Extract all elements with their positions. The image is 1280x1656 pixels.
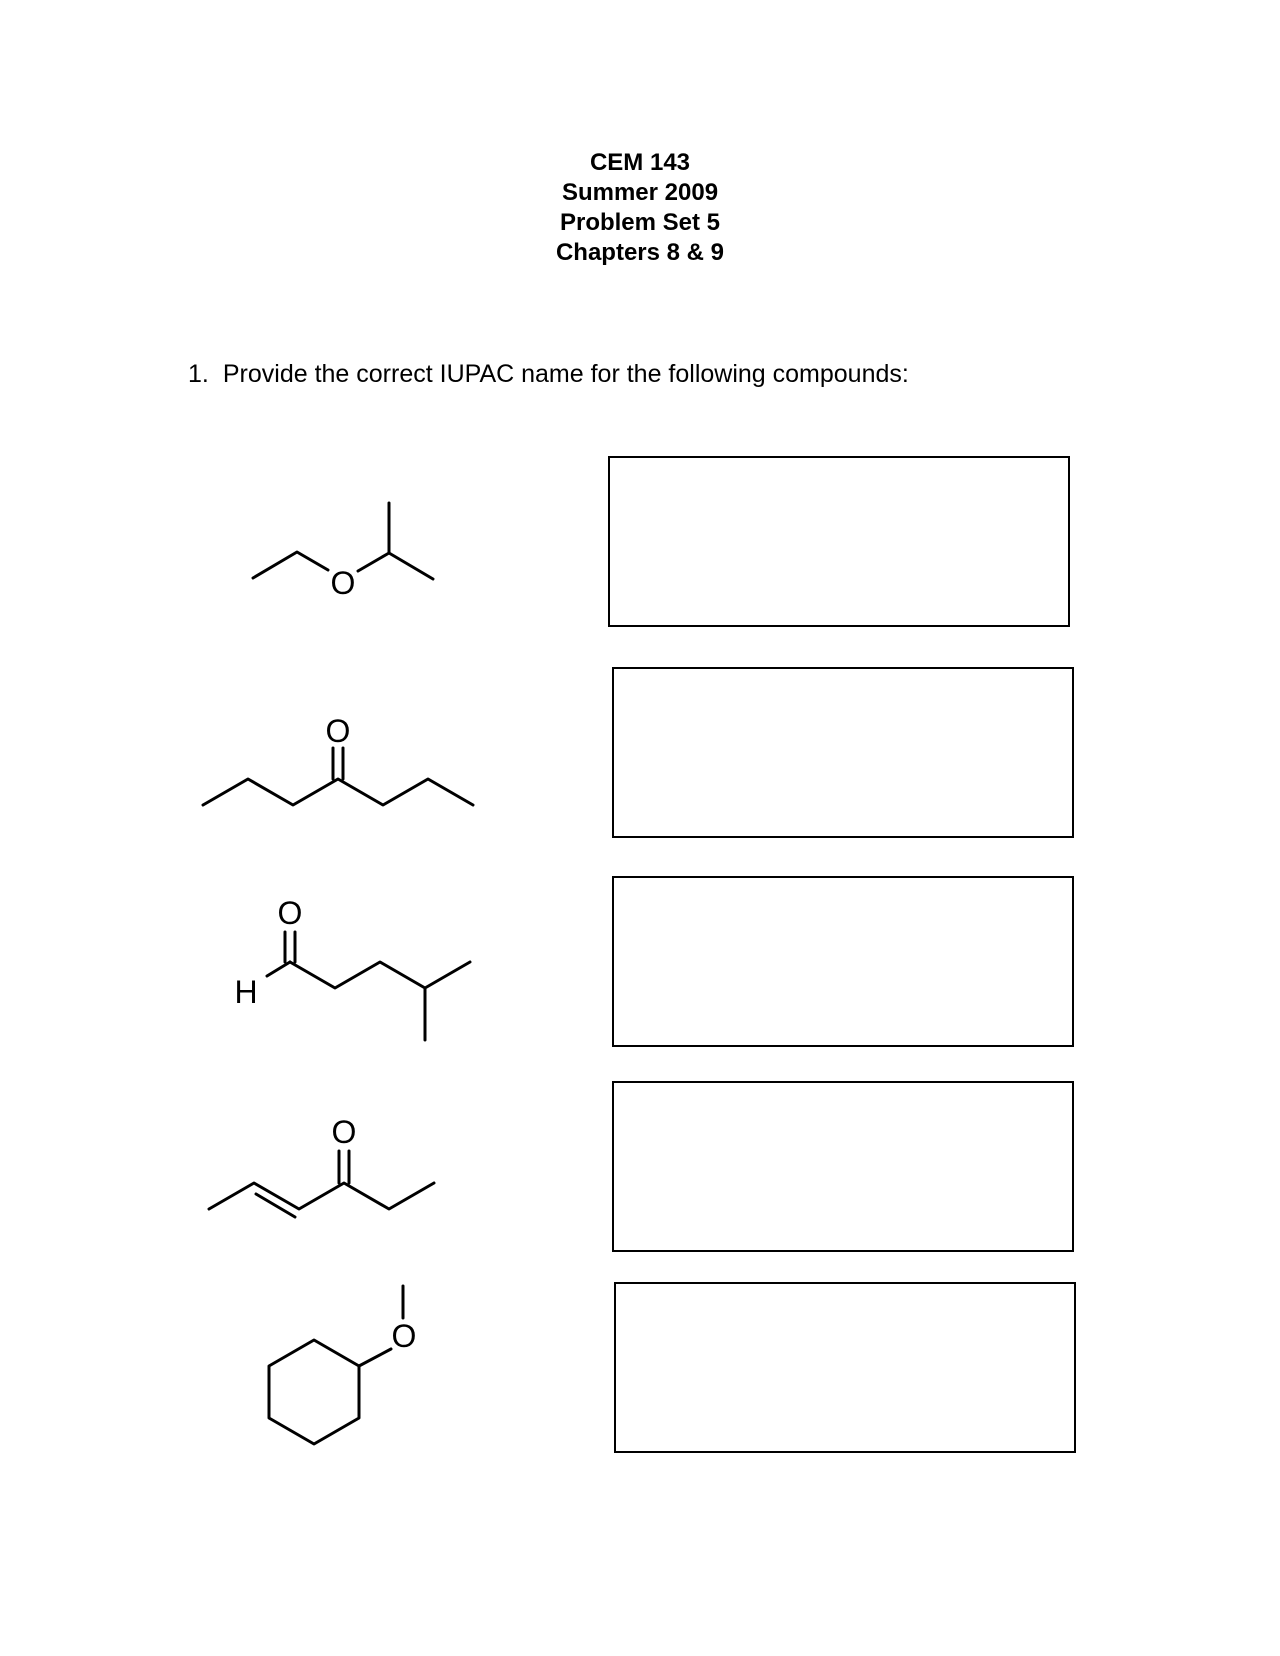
compound-3-hydrogen-label: H: [234, 974, 258, 1010]
compound-2-structure: [203, 713, 473, 805]
answer-box-1[interactable]: [608, 456, 1070, 627]
compound-4-oxygen-label: O: [331, 1114, 357, 1150]
term: Summer 2009: [561, 179, 719, 206]
answer-box-2[interactable]: [612, 667, 1074, 838]
compound-1-structure: [253, 503, 433, 601]
chapters: Chapters 8 & 9: [555, 239, 725, 266]
course-code: CEM 143: [589, 149, 691, 176]
question-prompt: Provide the correct IUPAC name for the following compounds:: [222, 360, 909, 388]
answer-box-5[interactable]: [614, 1282, 1076, 1453]
answer-box-4[interactable]: [612, 1081, 1074, 1252]
compound-5-structure: [269, 1286, 416, 1444]
compound-2-oxygen-label: O: [325, 713, 351, 749]
compound-3-oxygen-label: O: [277, 895, 303, 931]
compound-1-oxygen-label: O: [330, 565, 356, 601]
compound-5-oxygen-label: O: [391, 1318, 417, 1354]
compound-3-structure: [234, 895, 470, 1040]
compound-4-structure: [209, 1114, 434, 1217]
question-number: 1.: [188, 360, 209, 388]
assignment-title: Problem Set 5: [559, 209, 721, 236]
answer-box-3[interactable]: [612, 876, 1074, 1047]
